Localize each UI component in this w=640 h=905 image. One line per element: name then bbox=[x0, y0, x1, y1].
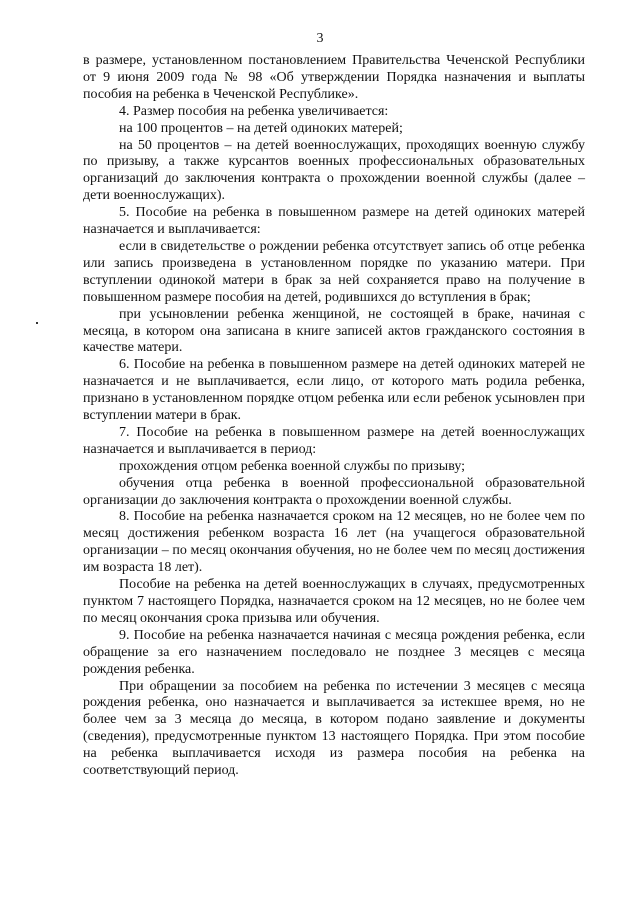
paragraph-item-9-b: При обращении за пособием на ребенка по истечении 3 месяцев с месяца рождения ребенка, оно назначается и выплачивается за истекшее время, но не более чем за 3 месяца до месяца, в котором подано заявление и документы (сведения), предусмотренные пунктом 13 настоящего Порядка. При этом пособие на ребенка выплачивается исходя из размера пособия на ребенка на соответствующий период. bbox=[83, 678, 585, 779]
page-number: 3 bbox=[316, 31, 324, 46]
paragraph-item-7-a: прохождения отцом ребенка военной службы по призыву; bbox=[119, 458, 466, 474]
paragraph-item-5-a: если в свидетельстве о рождении ребенка отсутствует запись об отце ребенка или запись произведена в установленном порядке по указанию матери. При вступлении одинокой матери в брак за ней сохраняется право на получение в повышенном размере пособия на детей, родившихся до вступления в брак; bbox=[83, 238, 585, 305]
paragraph-item-7-b: обучения отца ребенка в военной профессиональной образовательной организации до заключения контракта о прохождении военной службы. bbox=[83, 475, 585, 508]
paragraph-item-5-b: при усыновлении ребенка женщиной, не состоящей в браке, начиная с месяца, в котором она записана в книге записей актов гражданского состояния в качестве матери. bbox=[83, 306, 585, 356]
document-body bbox=[83, 53, 585, 780]
paragraph-item-4-b: на 50 процентов – на детей военнослужащих, проходящих военную службу по призыву, а также курсантов военных профессиональных образовательных организаций до заключения контракта о прохождении военной службы (далее – дети военнослужащих). bbox=[83, 137, 585, 204]
paragraph-continuation: в размере, установленном постановлением Правительства Чеченской Республики от 9 июня 2009 года № 98 «Об утверждении Порядка назначения и выплаты пособия на ребенка в Чеченской Республике». bbox=[83, 53, 585, 102]
scan-artifact-dot bbox=[36, 322, 38, 324]
paragraph-item-4: 4. Размер пособия на ребенка увеличивается: bbox=[119, 103, 389, 119]
paragraph-item-6: 6. Пособие на ребенка в повышенном размере на детей одиноких матерей не назначается и не выплачивается, если лицо, от которого мать родила ребенка, признано в установленном порядке отцом ребенка или если ребенок усыновлен при вступлении матери в брак. bbox=[83, 357, 585, 424]
paragraph-item-5: 5. Пособие на ребенка в повышенном размере на детей одиноких матерей назначается и выплачивается: bbox=[83, 205, 585, 238]
paragraph-item-7: 7. Пособие на ребенка в повышенном размере на детей военнослужащих назначается и выплачивается в период: bbox=[83, 424, 585, 457]
paragraph-item-8-b: Пособие на ребенка на детей военнослужащих в случаях, предусмотренных пунктом 7 настоящего Порядка, назначается сроком на 12 месяцев, но не более чем по месяц окончания срока призыва или обучения. bbox=[83, 577, 585, 626]
paragraph-item-8: 8. Пособие на ребенка назначается сроком на 12 месяцев, но не более чем по месяц достижения ребенком возраста 16 лет (на учащегося образовательной организации – по месяц окончания обучения, но не более чем по месяц достижения им возраста 18 лет). bbox=[83, 509, 585, 576]
paragraph-item-9: 9. Пособие на ребенка назначается начиная с месяца рождения ребенка, если обращение за его назначением последовало не позднее 3 месяцев с месяца рождения ребенка. bbox=[83, 627, 585, 677]
paragraph-item-4-a: на 100 процентов – на детей одиноких матерей; bbox=[119, 120, 403, 136]
